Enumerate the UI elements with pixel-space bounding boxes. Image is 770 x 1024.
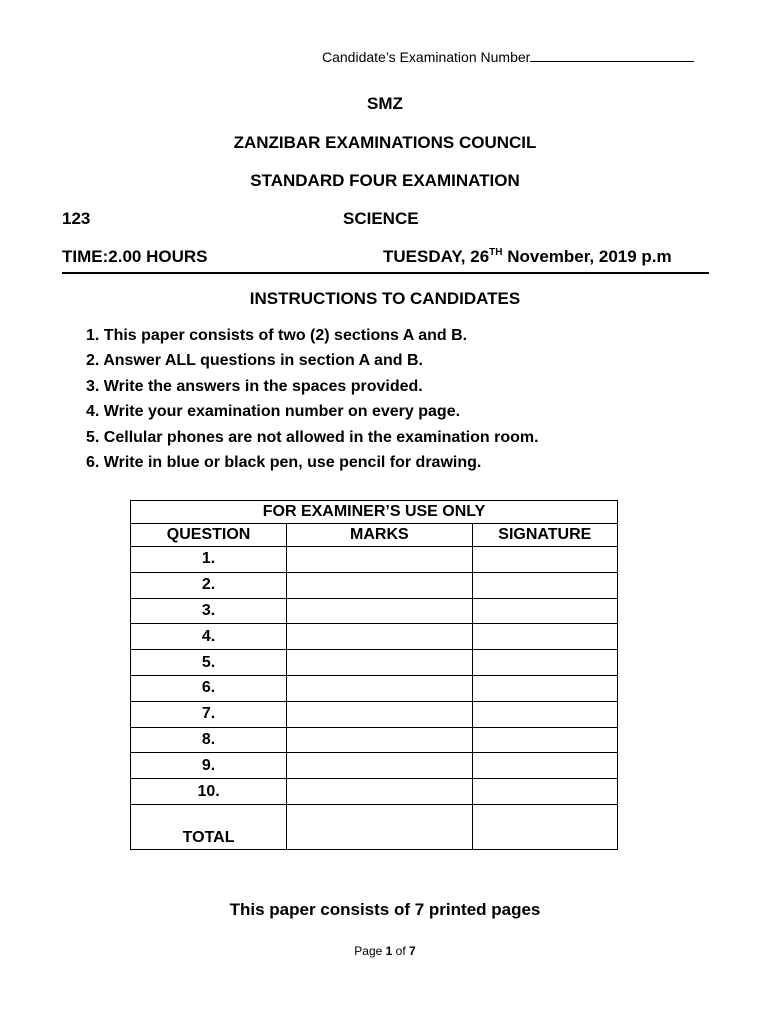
marks-cell[interactable]: [287, 572, 472, 598]
question-number: 6.: [131, 675, 287, 701]
exam-title: STANDARD FOUR EXAMINATION: [250, 171, 520, 190]
table-row: [131, 598, 618, 624]
pages-note: This paper consists of 7 printed pages: [229, 900, 541, 919]
table-row: [131, 624, 618, 650]
exam-date: [383, 247, 672, 267]
header-signature: SIGNATURE: [472, 524, 617, 547]
examiner-table-title: FOR EXAMINER’S USE ONLY: [131, 501, 618, 524]
table-row: [131, 727, 618, 753]
signature-cell[interactable]: [472, 547, 617, 573]
org-short-name: SMZ: [367, 94, 403, 113]
question-number: 2.: [131, 572, 287, 598]
total-marks-cell[interactable]: [287, 804, 472, 849]
marks-cell[interactable]: [287, 624, 472, 650]
question-number: 8.: [131, 727, 287, 753]
instruction-item: 1. This paper consists of two (2) sections A and B.: [86, 327, 468, 344]
signature-cell[interactable]: [472, 675, 617, 701]
signature-cell[interactable]: [472, 727, 617, 753]
instruction-item: 5. Cellular phones are not allowed in the examination room.: [86, 428, 539, 446]
subject-name: SCIENCE: [343, 209, 419, 228]
instruction-item: 3. Write the answers in the spaces provided.: [86, 377, 423, 395]
question-number: 5.: [131, 650, 287, 676]
candidate-number-field[interactable]: [530, 48, 694, 62]
exam-duration: TIME:2.00 HOURS: [62, 247, 208, 266]
header-question: QUESTION: [131, 524, 287, 547]
date-prefix: TUESDAY, 26: [383, 247, 490, 266]
page-current: 1: [385, 944, 393, 958]
question-number: 1.: [131, 547, 287, 573]
page-total: 7: [409, 944, 416, 958]
marks-cell[interactable]: [287, 547, 472, 573]
signature-cell[interactable]: [472, 650, 617, 676]
table-row: [131, 753, 618, 779]
council-name: ZANZIBAR EXAMINATIONS COUNCIL: [233, 133, 537, 152]
header-marks: MARKS: [287, 524, 472, 547]
table-row: [131, 779, 618, 805]
instruction-item: 2. Answer ALL questions in section A and B.: [86, 352, 423, 370]
question-number: 9.: [131, 753, 287, 779]
table-row: [131, 547, 618, 573]
total-row: [131, 804, 618, 849]
instructions-list: [86, 323, 539, 475]
date-superscript: TH: [489, 247, 503, 258]
page-number: [0, 944, 770, 958]
question-number: 4.: [131, 624, 287, 650]
candidate-number-label: Candidate’s Examination Number: [322, 49, 531, 65]
marks-cell[interactable]: [287, 701, 472, 727]
marks-cell[interactable]: [287, 650, 472, 676]
question-number: 3.: [131, 598, 287, 624]
total-signature-cell[interactable]: [472, 804, 617, 849]
signature-cell[interactable]: [472, 598, 617, 624]
table-row: [131, 701, 618, 727]
signature-cell[interactable]: [472, 779, 617, 805]
date-suffix: November, 2019 p.m: [502, 247, 672, 266]
header-divider: [62, 272, 709, 274]
table-row: [131, 650, 618, 676]
signature-cell[interactable]: [472, 624, 617, 650]
signature-cell[interactable]: [472, 701, 617, 727]
marks-cell[interactable]: [287, 779, 472, 805]
candidate-number-line: [322, 48, 694, 65]
marks-cell[interactable]: [287, 727, 472, 753]
instruction-item: 4. Write your examination number on every page.: [86, 403, 461, 421]
question-number: 10.: [131, 779, 287, 805]
instruction-item: 6. Write in blue or black pen, use pencil for drawing.: [86, 453, 482, 471]
signature-cell[interactable]: [472, 572, 617, 598]
marks-cell[interactable]: [287, 598, 472, 624]
table-row: [131, 572, 618, 598]
marks-cell[interactable]: [287, 675, 472, 701]
question-number: 7.: [131, 701, 287, 727]
signature-cell[interactable]: [472, 753, 617, 779]
marks-cell[interactable]: [287, 753, 472, 779]
total-label: TOTAL: [131, 804, 287, 849]
paper-code: 123: [62, 209, 91, 228]
page-of: of: [392, 944, 410, 958]
examiner-use-table: [130, 500, 618, 850]
page-word: Page: [354, 944, 386, 958]
instructions-title: INSTRUCTIONS TO CANDIDATES: [249, 289, 521, 308]
table-row: [131, 675, 618, 701]
